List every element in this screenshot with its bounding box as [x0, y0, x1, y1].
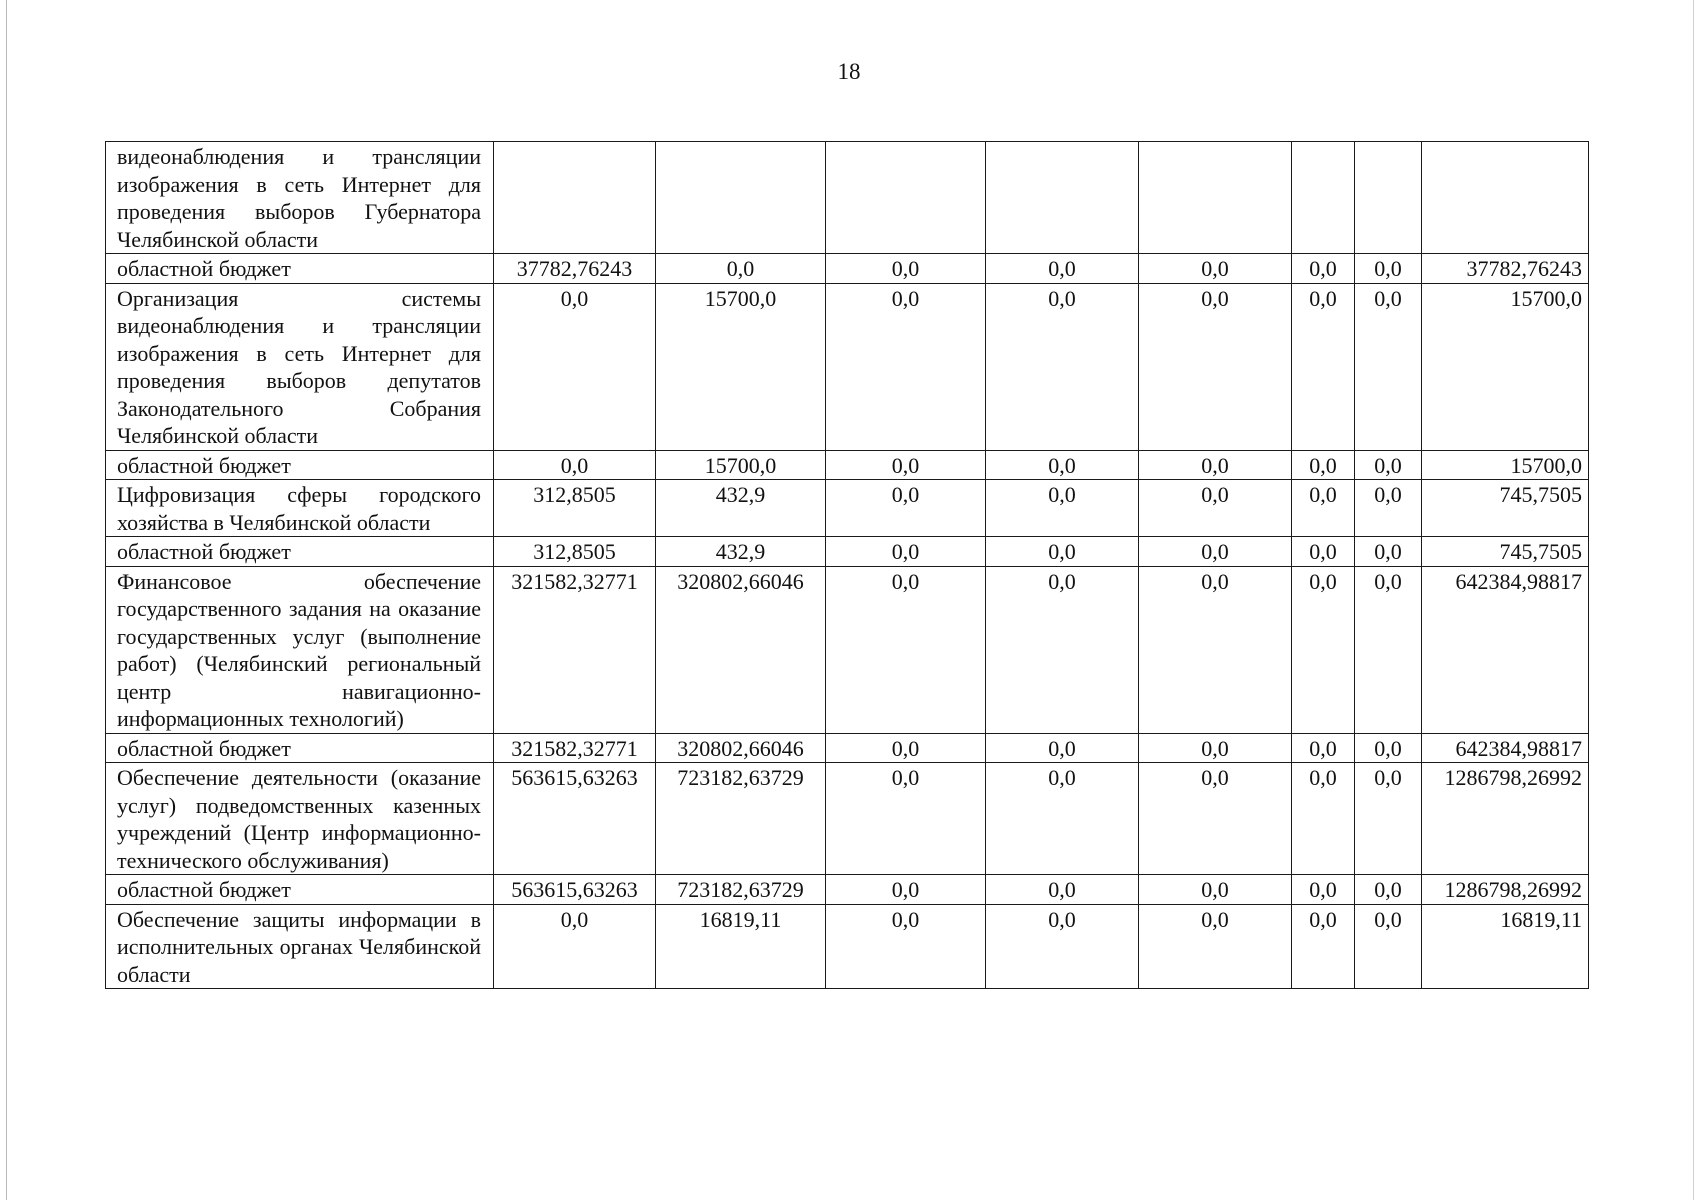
value-cell: 0,0	[826, 733, 986, 763]
program-name-cell: областной бюджет	[106, 733, 494, 763]
value-cell: 15700,0	[656, 283, 826, 450]
table-body	[106, 142, 1589, 989]
program-name-cell: областной бюджет	[106, 254, 494, 284]
value-cell: 0,0	[1355, 254, 1422, 284]
value-cell: 312,8505	[494, 480, 656, 537]
value-cell: 0,0	[494, 283, 656, 450]
value-cell: 0,0	[1139, 763, 1292, 875]
value-cell	[656, 142, 826, 254]
value-cell: 0,0	[1292, 904, 1355, 989]
value-cell: 0,0	[986, 537, 1139, 567]
value-cell: 0,0	[826, 254, 986, 284]
value-cell	[1139, 142, 1292, 254]
value-cell: 0,0	[1292, 254, 1355, 284]
value-cell: 0,0	[1139, 904, 1292, 989]
value-cell: 0,0	[1355, 733, 1422, 763]
value-cell: 563615,63263	[494, 763, 656, 875]
value-cell	[1292, 142, 1355, 254]
total-cell: 1286798,26992	[1422, 763, 1589, 875]
value-cell: 0,0	[1139, 875, 1292, 905]
value-cell: 0,0	[986, 480, 1139, 537]
value-cell: 0,0	[494, 904, 656, 989]
table-row	[106, 450, 1589, 480]
value-cell: 0,0	[1139, 537, 1292, 567]
value-cell: 320802,66046	[656, 733, 826, 763]
value-cell: 0,0	[1292, 566, 1355, 733]
value-cell: 0,0	[986, 283, 1139, 450]
program-name-cell: Обеспечение деятельности (оказание услуг) подведомственных казенных учреждений (Центр информационно-технического обслуживания)	[106, 763, 494, 875]
value-cell: 0,0	[826, 875, 986, 905]
table-row	[106, 566, 1589, 733]
table-row	[106, 733, 1589, 763]
value-cell: 15700,0	[656, 450, 826, 480]
value-cell: 0,0	[1139, 566, 1292, 733]
value-cell: 0,0	[1355, 450, 1422, 480]
value-cell: 0,0	[1292, 537, 1355, 567]
program-name-cell: видеонаблюдения и трансляции изображения в сеть Интернет для проведения выборов Губернатора Челябинской области	[106, 142, 494, 254]
value-cell: 723182,63729	[656, 875, 826, 905]
value-cell: 0,0	[826, 904, 986, 989]
page-number: 18	[837, 59, 861, 84]
scan-edge-right	[1693, 0, 1694, 1200]
program-name-cell: Цифровизация сферы городского хозяйства в Челябинской области	[106, 480, 494, 537]
value-cell: 0,0	[826, 283, 986, 450]
value-cell: 0,0	[1292, 733, 1355, 763]
value-cell: 0,0	[1139, 283, 1292, 450]
table-row	[106, 480, 1589, 537]
value-cell	[494, 142, 656, 254]
table-row	[106, 142, 1589, 254]
total-cell: 745,7505	[1422, 537, 1589, 567]
value-cell: 0,0	[986, 733, 1139, 763]
total-cell: 37782,76243	[1422, 254, 1589, 284]
value-cell: 37782,76243	[494, 254, 656, 284]
value-cell: 0,0	[1139, 450, 1292, 480]
table-row	[106, 254, 1589, 284]
budget-table	[105, 141, 1589, 989]
program-name-cell: Организация системы видеонаблюдения и трансляции изображения в сеть Интернет для проведения выборов депутатов Законодательного Собрания Челябинской области	[106, 283, 494, 450]
total-cell: 16819,11	[1422, 904, 1589, 989]
value-cell: 0,0	[826, 450, 986, 480]
table-row	[106, 283, 1589, 450]
value-cell: 0,0	[1355, 904, 1422, 989]
value-cell: 0,0	[826, 763, 986, 875]
value-cell: 0,0	[1355, 480, 1422, 537]
table-row	[106, 904, 1589, 989]
value-cell: 0,0	[986, 254, 1139, 284]
value-cell: 0,0	[1292, 480, 1355, 537]
value-cell: 0,0	[1355, 875, 1422, 905]
value-cell: 320802,66046	[656, 566, 826, 733]
value-cell: 432,9	[656, 537, 826, 567]
table-row	[106, 875, 1589, 905]
value-cell: 0,0	[1139, 733, 1292, 763]
value-cell	[986, 142, 1139, 254]
value-cell: 0,0	[1139, 480, 1292, 537]
program-name-cell: областной бюджет	[106, 875, 494, 905]
value-cell: 0,0	[986, 875, 1139, 905]
value-cell: 0,0	[656, 254, 826, 284]
value-cell: 312,8505	[494, 537, 656, 567]
total-cell: 1286798,26992	[1422, 875, 1589, 905]
value-cell: 0,0	[1355, 283, 1422, 450]
value-cell	[826, 142, 986, 254]
program-name-cell: областной бюджет	[106, 537, 494, 567]
total-cell: 15700,0	[1422, 450, 1589, 480]
value-cell: 321582,32771	[494, 733, 656, 763]
value-cell	[1355, 142, 1422, 254]
total-cell: 642384,98817	[1422, 733, 1589, 763]
value-cell: 16819,11	[656, 904, 826, 989]
value-cell: 0,0	[1355, 566, 1422, 733]
value-cell: 432,9	[656, 480, 826, 537]
total-cell: 642384,98817	[1422, 566, 1589, 733]
program-name-cell: областной бюджет	[106, 450, 494, 480]
value-cell: 0,0	[1292, 875, 1355, 905]
table-row	[106, 537, 1589, 567]
table-row	[106, 763, 1589, 875]
value-cell: 0,0	[1292, 450, 1355, 480]
value-cell: 0,0	[826, 566, 986, 733]
total-cell: 745,7505	[1422, 480, 1589, 537]
total-cell: 15700,0	[1422, 283, 1589, 450]
value-cell: 321582,32771	[494, 566, 656, 733]
value-cell: 0,0	[1355, 763, 1422, 875]
value-cell: 0,0	[986, 450, 1139, 480]
value-cell: 0,0	[986, 566, 1139, 733]
value-cell: 0,0	[1292, 283, 1355, 450]
value-cell: 0,0	[1292, 763, 1355, 875]
value-cell: 0,0	[986, 904, 1139, 989]
value-cell: 0,0	[1355, 537, 1422, 567]
value-cell: 0,0	[826, 537, 986, 567]
value-cell: 0,0	[1139, 254, 1292, 284]
value-cell: 0,0	[494, 450, 656, 480]
value-cell: 563615,63263	[494, 875, 656, 905]
total-cell	[1422, 142, 1589, 254]
program-name-cell: Обеспечение защиты информации в исполнительных органах Челябинской области	[106, 904, 494, 989]
value-cell: 723182,63729	[656, 763, 826, 875]
value-cell: 0,0	[986, 763, 1139, 875]
scan-edge-left	[6, 0, 7, 1200]
program-name-cell: Финансовое обеспечение государственного задания на оказание государственных услуг (выполнение работ) (Челябинский региональный центр навигационно-информационных технологий)	[106, 566, 494, 733]
value-cell: 0,0	[826, 480, 986, 537]
